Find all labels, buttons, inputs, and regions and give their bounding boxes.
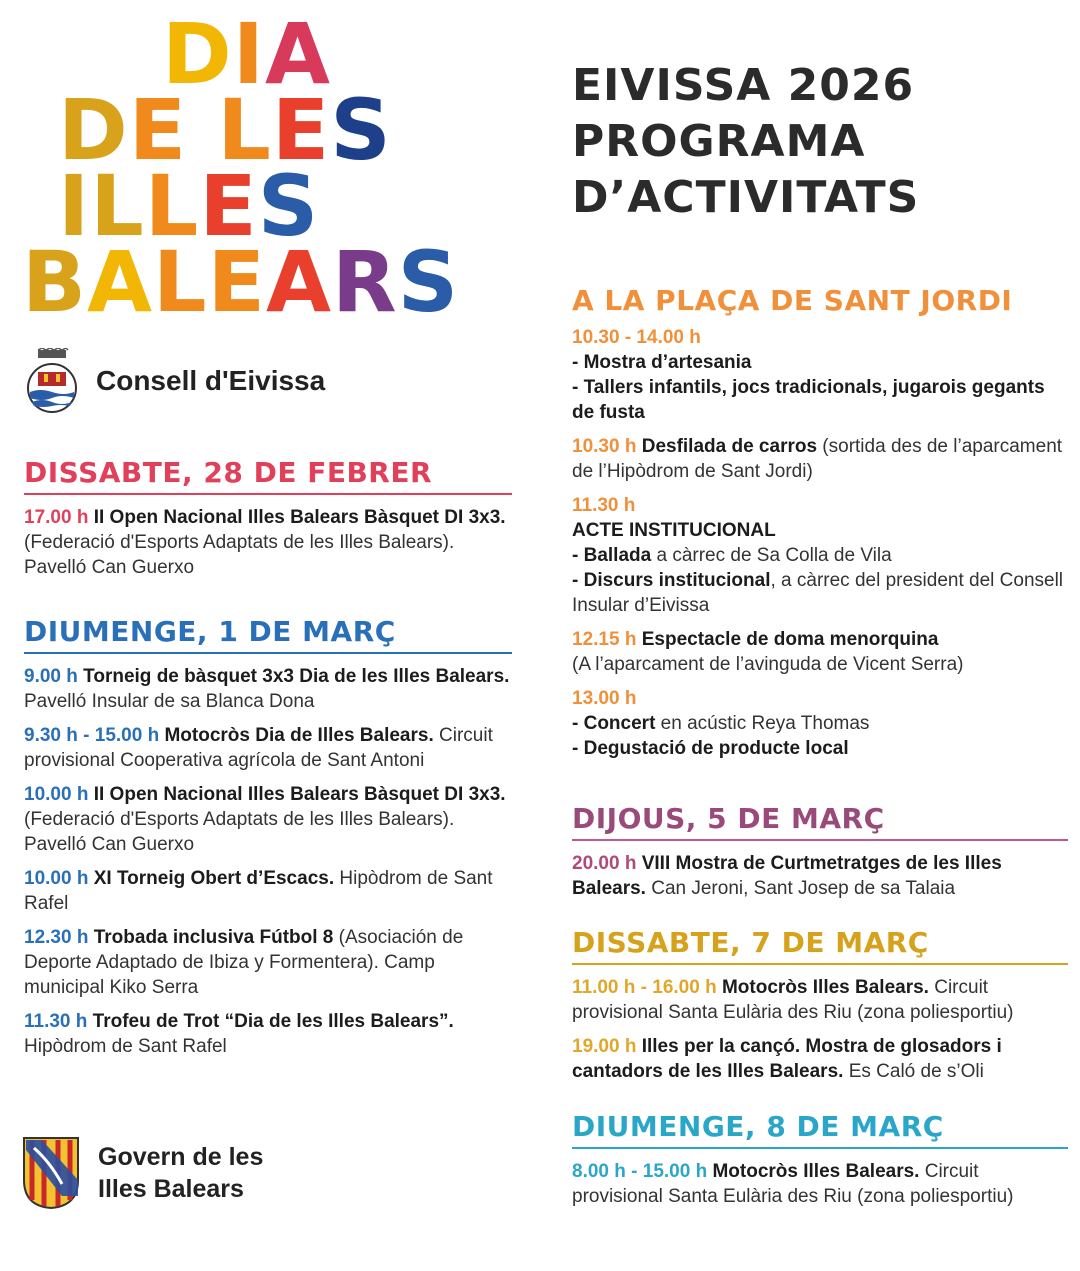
logo-line-dia: DIA bbox=[162, 5, 332, 103]
event-activity: - Discurs institucional bbox=[572, 570, 771, 591]
event-activity: II Open Nacional Illes Balears Bàsquet DI 3x3. bbox=[93, 507, 506, 528]
event-details: Circuit provisional Santa Eulària des Riu (zona poliesportiu) bbox=[572, 1161, 1014, 1207]
event-entry bbox=[24, 723, 512, 773]
event-entry bbox=[572, 325, 1068, 425]
event-details: en acústic Reya Thomas bbox=[655, 713, 870, 734]
section-heading: A LA PLAÇA DE SANT JORDI bbox=[572, 284, 1013, 317]
govern-logo bbox=[22, 1136, 263, 1210]
govern-name-line2: Illes Balears bbox=[98, 1175, 244, 1203]
event-time: 9.00 h bbox=[24, 666, 78, 687]
event-time: 10.00 h bbox=[24, 784, 89, 805]
event-activity: - Tallers infantils, jocs tradicionals, jugarois gegants de fusta bbox=[572, 377, 1045, 423]
event-activity: Espectacle de doma menorquina bbox=[641, 629, 939, 650]
section-diumenge-8 bbox=[572, 1110, 1068, 1218]
event-details: Hipòdrom de Sant Rafel bbox=[24, 868, 493, 914]
title-line1: EIVISSA 2026 bbox=[572, 60, 915, 111]
govern-name-line1: Govern de les bbox=[98, 1143, 264, 1171]
event-entry bbox=[24, 1009, 512, 1059]
event-activity: ACTE INSTITUCIONAL bbox=[572, 520, 776, 541]
title-line2: PROGRAMA bbox=[572, 116, 866, 167]
section-dijous-5 bbox=[572, 802, 1068, 910]
event-activity: - Concert bbox=[572, 713, 656, 734]
balearic-shield-icon bbox=[22, 1136, 80, 1210]
event-logo bbox=[22, 5, 460, 331]
event-entry bbox=[24, 782, 512, 857]
consell-name: Consell d'Eivissa bbox=[96, 365, 326, 396]
event-activity: Trobada inclusiva Fútbol 8 bbox=[93, 927, 334, 948]
section-diumenge-1 bbox=[24, 615, 512, 1068]
event-entry bbox=[572, 627, 1068, 677]
event-entry bbox=[24, 664, 512, 714]
event-time: 19.00 h bbox=[572, 1036, 637, 1057]
event-activity: XI Torneig Obert d’Escacs. bbox=[93, 868, 335, 889]
event-time: 10.30 h bbox=[572, 436, 637, 457]
event-details: Circuit provisional Santa Eulària des Riu (zona poliesportiu) bbox=[572, 977, 1014, 1023]
govern-name bbox=[98, 1141, 263, 1205]
event-activity: - Degustació de producte local bbox=[572, 738, 849, 759]
event-activity: - Mostra d’artesania bbox=[572, 352, 752, 373]
page-title bbox=[572, 58, 919, 226]
event-time: 12.30 h bbox=[24, 927, 89, 948]
event-activity: Motocròs Illes Balears. bbox=[721, 977, 929, 998]
event-time: 11.30 h bbox=[24, 1011, 88, 1032]
event-details: Es Caló de s’Oli bbox=[843, 1061, 984, 1082]
event-details: (Federació d'Esports Adaptats de les Illes Balears). Pavelló Can Guerxo bbox=[24, 809, 455, 855]
event-time: 13.00 h bbox=[572, 688, 637, 709]
event-entry bbox=[572, 851, 1068, 901]
event-entry bbox=[572, 975, 1068, 1025]
consell-emblem-icon bbox=[24, 348, 80, 414]
event-activity: VIII Mostra de Curtmetratges de les Illes Balears. bbox=[572, 853, 1002, 899]
event-activity: Trofeu de Trot “Dia de les Illes Balears”. bbox=[92, 1011, 454, 1032]
event-details: Can Jeroni, Sant Josep de sa Talaia bbox=[645, 878, 956, 899]
event-activity: Illes per la cançó. Mostra de glosadors i cantadors de les Illes Balears. bbox=[572, 1036, 1002, 1082]
section-heading: DIUMENGE, 1 DE MARÇ bbox=[24, 615, 512, 654]
event-time: 9.30 h - 15.00 h bbox=[24, 725, 160, 746]
event-activity: - Ballada bbox=[572, 545, 652, 566]
event-entry bbox=[572, 1034, 1068, 1084]
event-entry bbox=[572, 493, 1068, 618]
consell-logo bbox=[24, 346, 325, 416]
event-time: 10.00 h bbox=[24, 868, 89, 889]
event-time: 17.00 h bbox=[24, 507, 89, 528]
title-line3: D’ACTIVITATS bbox=[572, 172, 920, 223]
event-time: 11.00 h - 16.00 h bbox=[572, 977, 717, 998]
event-time: 12.15 h bbox=[572, 629, 637, 650]
event-activity: Motocròs Dia de Illes Balears. bbox=[164, 725, 434, 746]
event-time: 8.00 h - 15.00 h bbox=[572, 1161, 708, 1182]
event-activity: Motocròs Illes Balears. bbox=[712, 1161, 920, 1182]
section-dissabte-28 bbox=[24, 456, 512, 589]
event-entry bbox=[24, 925, 512, 1000]
event-entry bbox=[572, 686, 1068, 761]
event-details: (Federació d'Esports Adaptats de les Illes Balears). Pavelló Can Guerxo bbox=[24, 532, 455, 578]
section-heading: DIJOUS, 5 DE MARÇ bbox=[572, 802, 1068, 841]
event-details: Hipòdrom de Sant Rafel bbox=[24, 1036, 227, 1057]
section-dissabte-7 bbox=[572, 926, 1068, 1093]
event-entry bbox=[572, 434, 1068, 484]
event-details: Pavelló Insular de sa Blanca Dona bbox=[24, 691, 315, 712]
section-heading: DIUMENGE, 8 DE MARÇ bbox=[572, 1110, 1068, 1149]
event-details: (Asociación de Deporte Adaptado de Ibiza y Formentera). Camp municipal Kiko Serra bbox=[24, 927, 464, 998]
event-details: , a càrrec del president del Consell Insular d’Eivissa bbox=[572, 570, 1064, 616]
event-entry bbox=[572, 1159, 1068, 1209]
event-details: (A l’aparcament de l’avinguda de Vicent Serra) bbox=[572, 654, 964, 675]
logo-line-illes: ILLES bbox=[58, 157, 320, 255]
event-entry bbox=[24, 505, 512, 580]
section-heading: DISSABTE, 7 DE MARÇ bbox=[572, 926, 1068, 965]
event-details: (sortida des de l’aparcament de l’Hipòdrom de Sant Jordi) bbox=[572, 436, 1063, 482]
logo-line-balears: BALEARS bbox=[22, 233, 460, 331]
event-details: a càrrec de Sa Colla de Vila bbox=[651, 545, 892, 566]
section-heading: DISSABTE, 28 DE FEBRER bbox=[24, 456, 512, 495]
event-activity: Torneig de bàsquet 3x3 Dia de les Illes Balears. bbox=[83, 666, 510, 687]
event-activity: Desfilada de carros bbox=[641, 436, 818, 457]
event-time: 11.30 h bbox=[572, 495, 636, 516]
event-time: 10.30 - 14.00 h bbox=[572, 327, 701, 348]
event-entry bbox=[24, 866, 512, 916]
logo-line-de-les: DE LES bbox=[58, 81, 392, 179]
event-activity: II Open Nacional Illes Balears Bàsquet DI 3x3. bbox=[93, 784, 506, 805]
event-time: 20.00 h bbox=[572, 853, 637, 874]
section-placa-sant-jordi bbox=[572, 284, 1068, 770]
event-details: Circuit provisional Cooperativa agrícola de Sant Antoni bbox=[24, 725, 493, 771]
